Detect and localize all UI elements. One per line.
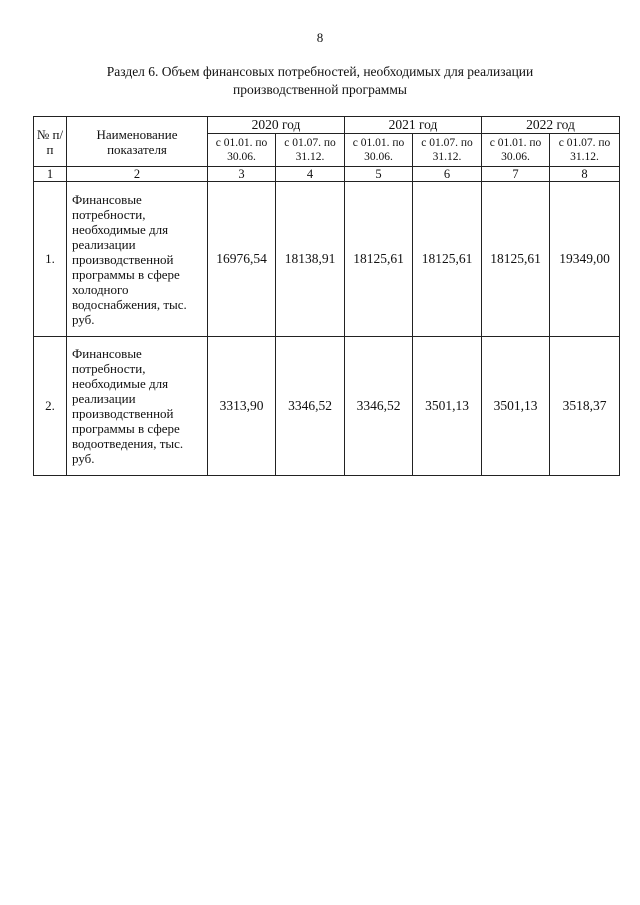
- column-index: 7: [482, 167, 550, 182]
- section-title: [60, 63, 580, 99]
- row-value: 19349,00: [550, 182, 620, 337]
- column-index: 8: [550, 167, 620, 182]
- row-number: 1.: [34, 182, 67, 337]
- table-row: [34, 182, 620, 337]
- header-period: с 01.01. по 30.06.: [345, 134, 413, 167]
- header-period: с 01.01. по 30.06.: [482, 134, 550, 167]
- header-year-2022: 2022 год: [482, 117, 620, 134]
- column-index: 3: [208, 167, 276, 182]
- row-value: 3501,13: [413, 337, 482, 476]
- row-value: 18125,61: [413, 182, 482, 337]
- header-period: с 01.07. по 31.12.: [276, 134, 345, 167]
- row-value: 3518,37: [550, 337, 620, 476]
- column-index: 4: [276, 167, 345, 182]
- page-number: 8: [316, 30, 324, 45]
- row-value: 18125,61: [345, 182, 413, 337]
- header-name: Наименование показателя: [67, 117, 208, 167]
- row-indicator-name: Финансовые потребности, необходимые для реализации производственной программы в сфере водоотведения, тыс. руб.: [67, 337, 208, 476]
- column-index: 1: [34, 167, 67, 182]
- header-year-2020: 2020 год: [208, 117, 345, 134]
- table-row: [34, 337, 620, 476]
- header-num: № п/п: [34, 117, 67, 167]
- header-period: с 01.01. по 30.06.: [208, 134, 276, 167]
- financial-needs-table: [33, 116, 620, 476]
- header-period: с 01.07. по 31.12.: [413, 134, 482, 167]
- column-index: 6: [413, 167, 482, 182]
- column-index: 2: [67, 167, 208, 182]
- row-number: 2.: [34, 337, 67, 476]
- header-year-2021: 2021 год: [345, 117, 482, 134]
- row-value: 3346,52: [276, 337, 345, 476]
- row-value: 18125,61: [482, 182, 550, 337]
- row-value: 3313,90: [208, 337, 276, 476]
- section-title-line2: производственной программы: [233, 82, 407, 97]
- header-row-years: [34, 117, 620, 134]
- row-value: 3501,13: [482, 337, 550, 476]
- section-title-line1: Раздел 6. Объем финансовых потребностей, необходимых для реализации: [106, 64, 534, 79]
- column-index: 5: [345, 167, 413, 182]
- row-value: 16976,54: [208, 182, 276, 337]
- column-index-row: [34, 167, 620, 182]
- row-value: 3346,52: [345, 337, 413, 476]
- row-indicator-name: Финансовые потребности, необходимые для реализации производственной программы в сфере холодного водоснабжения, тыс. руб.: [67, 182, 208, 337]
- header-period: с 01.07. по 31.12.: [550, 134, 620, 167]
- row-value: 18138,91: [276, 182, 345, 337]
